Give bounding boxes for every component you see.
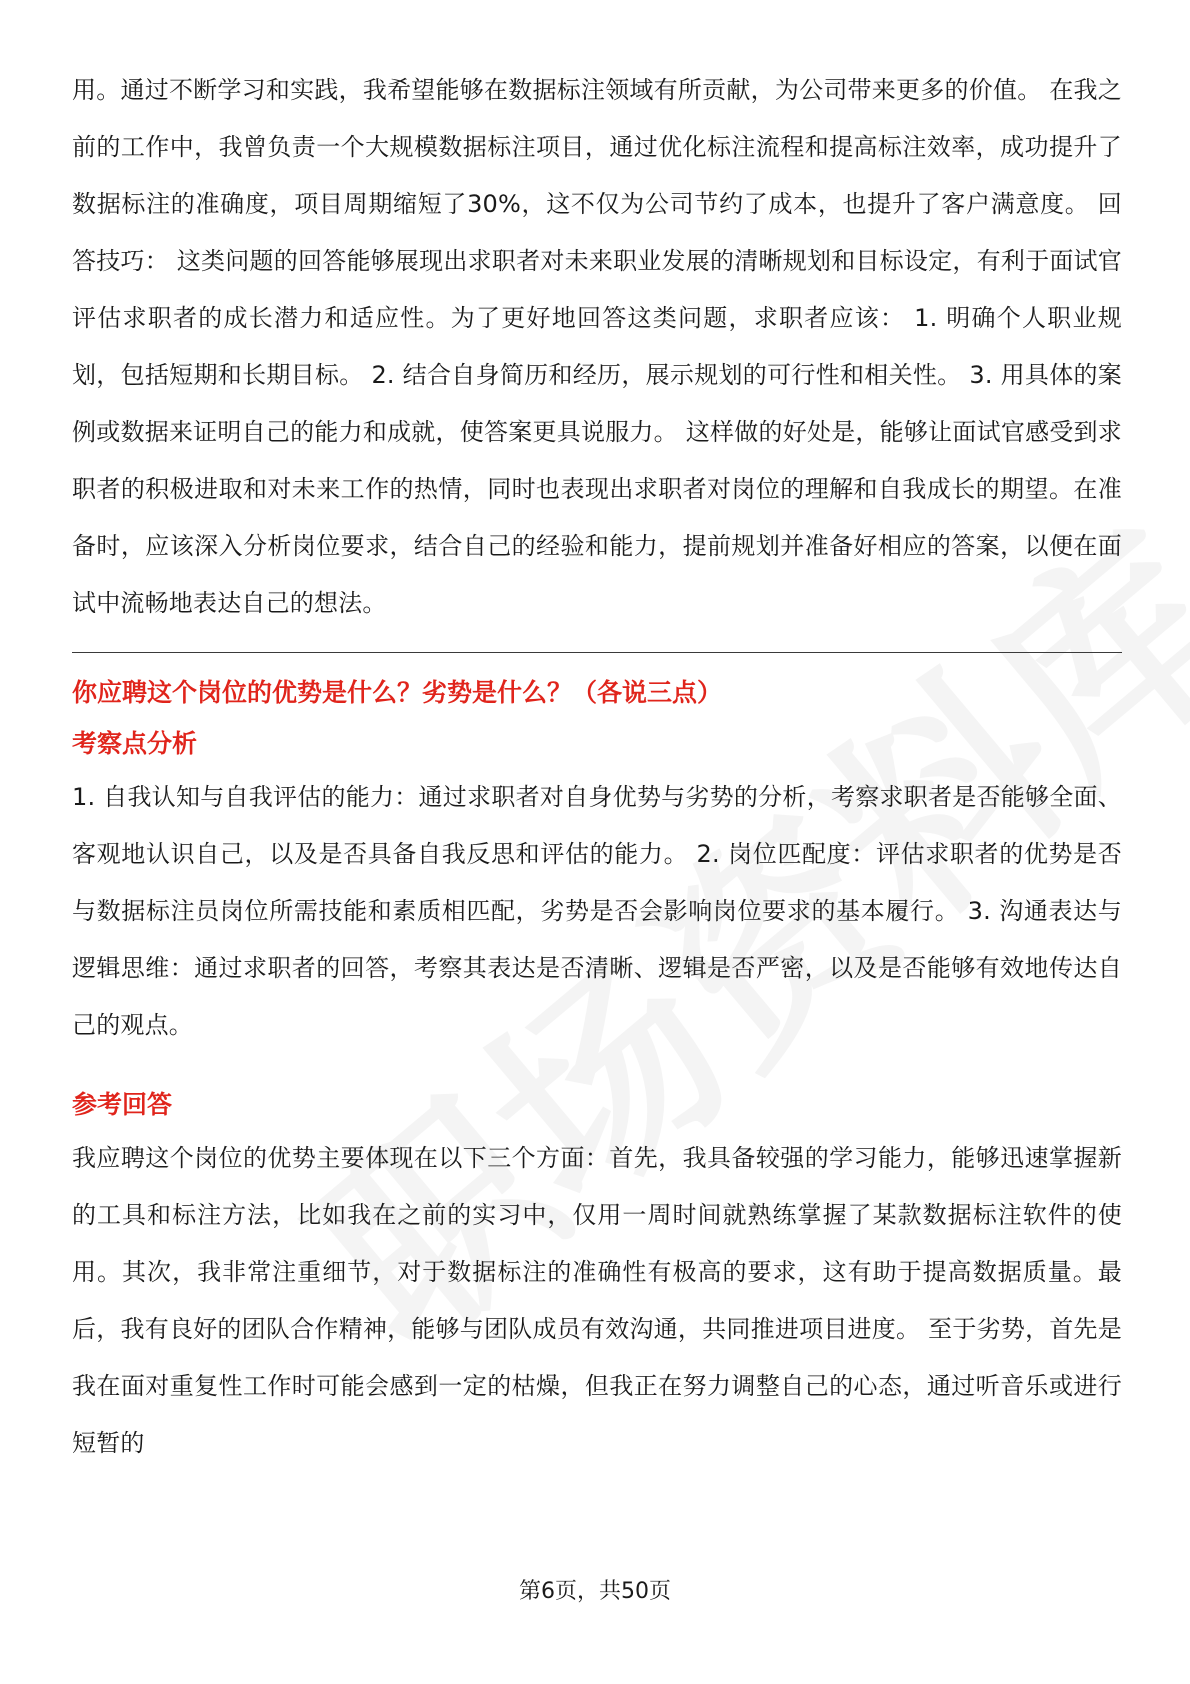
section-divider bbox=[72, 652, 1122, 653]
analysis-paragraph: 1. 自我认知与自我评估的能力：通过求职者对自身优势与劣势的分析，考察求职者是否能够全面、客观地认识自己，以及是否具备自我反思和评估的能力。 2. 岗位匹配度：评估求职者的优势是否与数据标注员岗位所需技能和素质相匹配，劣势是否会影响岗位要求的基本履行。 3. 沟通表达与逻辑思维：通过求职者的回答，考察其表达是否清晰、逻辑是否严密，以及是否能够有效地传达自己的观点。 bbox=[72, 783, 1122, 1039]
page-number: 第6页，共50页 bbox=[519, 1579, 671, 1604]
answer-continuation-paragraph: 用。通过不断学习和实践，我希望能够在数据标注领域有所贡献，为公司带来更多的价值。 在我之前的工作中，我曾负责一个大规模数据标注项目，通过优化标注流程和提高标注效率，成功提升了数据标注的准确度，项目周期缩短了30%，这不仅为公司节约了成本，也提升了客户满意度。 回答技巧： 这类问题的回答能够展现出求职者对未来职业发展的清晰规划和目标设定，有利于面试官评估求职者的成长潜力和适应性。为了更好地回答这类问题，求职者应该： 1. 明确个人职业规划，包括短期和长期目标。 2. 结合自身简历和经历，展示规划的可行性和相关性。 3. 用具体的案例或数据来证明自己的能力和成就，使答案更具说服力。 这样做的好处是，能够让面试官感受到求职者的积极进取和对未来工作的热情，同时也表现出求职者对岗位的理解和自我成长的期望。在准备时，应该深入分析岗位要求，结合自己的经验和能力，提前规划并准备好相应的答案，以便在面试中流畅地表达自己的想法。 bbox=[72, 76, 1122, 617]
question-title: 你应聘这个岗位的优势是什么？劣势是什么？（各说三点） bbox=[72, 678, 723, 707]
answer-heading: 参考回答 bbox=[72, 1090, 173, 1119]
analysis-heading: 考察点分析 bbox=[72, 729, 198, 758]
answer-paragraph: 我应聘这个岗位的优势主要体现在以下三个方面：首先，我具备较强的学习能力，能够迅速掌握新的工具和标注方法，比如我在之前的实习中，仅用一周时间就熟练掌握了某款数据标注软件的使用。其次，我非常注重细节，对于数据标注的准确性有极高的要求，这有助于提高数据质量。最后，我有良好的团队合作精神，能够与团队成员有效沟通，共同推进项目进度。 至于劣势，首先是我在面对重复性工作时可能会感到一定的枯燥，但我正在努力调整自己的心态，通过听音乐或进行短暂的 bbox=[72, 1144, 1122, 1457]
document-page bbox=[72, 62, 1122, 1472]
